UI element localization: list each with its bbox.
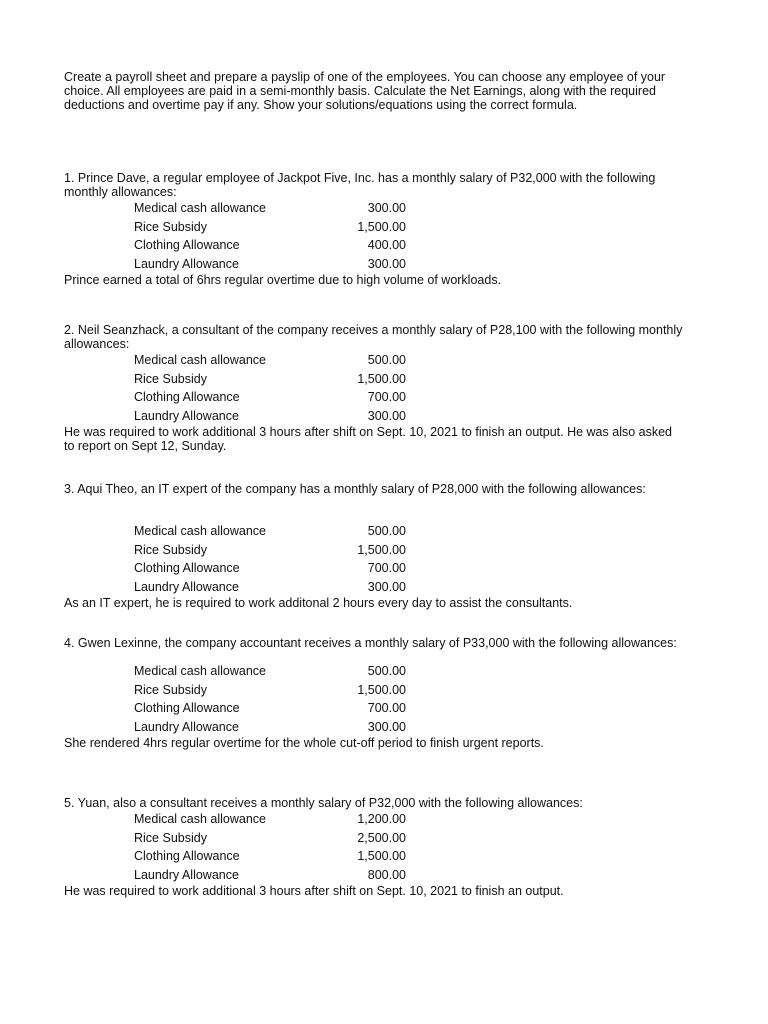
allowance-name: Laundry Allowance xyxy=(134,580,239,595)
problem-statement: 2. Neil Seanzhack, a consultant of the company receives a monthly salary of P28,100 with the following monthly allowances: xyxy=(64,323,683,351)
allowance-row xyxy=(134,370,406,389)
allowance-name: Clothing Allowance xyxy=(134,561,240,576)
allowance-table xyxy=(134,351,406,425)
allowance-name: Medical cash allowance xyxy=(134,201,267,216)
problem-4 xyxy=(64,636,684,750)
problem-3 xyxy=(64,482,684,610)
problem-1 xyxy=(64,171,684,287)
allowance-row xyxy=(134,388,406,407)
allowance-table xyxy=(134,662,406,736)
allowance-row xyxy=(134,541,406,560)
problem-2 xyxy=(64,323,684,453)
allowance-row xyxy=(134,681,406,700)
overtime-note: He was required to work additional 3 hours after shift on Sept. 10, 2021 to finish an output. xyxy=(64,884,564,899)
document-page xyxy=(64,70,684,899)
allowance-amount: 300.00 xyxy=(367,409,406,424)
allowance-name: Clothing Allowance xyxy=(134,238,240,253)
allowance-name: Rice Subsidy xyxy=(134,219,207,234)
allowance-row xyxy=(134,236,406,255)
allowance-row xyxy=(134,351,406,370)
allowance-amount: 400.00 xyxy=(367,238,406,253)
allowance-row xyxy=(134,662,406,681)
allowance-amount: 500.00 xyxy=(367,353,406,368)
allowance-row xyxy=(134,559,406,578)
problem-statement: 5. Yuan, also a consultant receives a monthly salary of P32,000 with the following allowances: xyxy=(64,796,583,810)
problem-5 xyxy=(64,796,684,898)
allowance-amount: 1,500.00 xyxy=(357,682,406,697)
allowance-row xyxy=(134,218,406,237)
allowance-amount: 500.00 xyxy=(367,524,406,539)
allowance-row xyxy=(134,810,406,829)
allowance-name: Laundry Allowance xyxy=(134,868,239,883)
allowance-name: Clothing Allowance xyxy=(134,390,240,405)
allowance-amount: 300.00 xyxy=(367,201,406,216)
allowance-name: Clothing Allowance xyxy=(134,701,240,716)
allowance-row xyxy=(134,866,406,885)
allowance-amount: 300.00 xyxy=(367,580,406,595)
allowance-name: Medical cash allowance xyxy=(134,353,267,368)
allowance-amount: 700.00 xyxy=(367,561,406,576)
allowance-amount: 700.00 xyxy=(367,701,406,716)
problem-statement: 4. Gwen Lexinne, the company accountant receives a monthly salary of P33,000 with the following allowances: xyxy=(64,636,677,650)
instructions-paragraph: Create a payroll sheet and prepare a payslip of one of the employees. You can choose any employee of your choice. All employees are paid in a semi-monthly basis. Calculate the Net Earnings, along with the required deductions and overtime pay if any. Show your solutions/equations using the correct formula. xyxy=(64,70,666,112)
allowance-row xyxy=(134,718,406,737)
allowance-name: Laundry Allowance xyxy=(134,409,239,424)
allowance-name: Rice Subsidy xyxy=(134,542,207,557)
allowance-name: Medical cash allowance xyxy=(134,524,267,539)
allowance-row xyxy=(134,847,406,866)
allowance-name: Rice Subsidy xyxy=(134,682,207,697)
allowance-name: Rice Subsidy xyxy=(134,830,207,845)
allowance-amount: 1,200.00 xyxy=(357,812,406,827)
overtime-note: He was required to work additional 3 hours after shift on Sept. 10, 2021 to finish an output. He was also asked to report on Sept 12, Sunday. xyxy=(64,425,672,454)
allowance-name: Medical cash allowance xyxy=(134,812,267,827)
problem-statement: 1. Prince Dave, a regular employee of Jackpot Five, Inc. has a monthly salary of P32,000 with the following monthly allowances: xyxy=(64,171,656,199)
allowance-row xyxy=(134,407,406,426)
allowance-name: Clothing Allowance xyxy=(134,849,240,864)
allowance-table xyxy=(134,522,406,596)
allowance-table xyxy=(134,810,406,884)
allowance-amount: 800.00 xyxy=(367,868,406,883)
allowance-name: Laundry Allowance xyxy=(134,720,239,735)
allowance-amount: 2,500.00 xyxy=(357,830,406,845)
problem-statement: 3. Aqui Theo, an IT expert of the company has a monthly salary of P28,000 with the following allowances: xyxy=(64,482,646,496)
allowance-amount: 700.00 xyxy=(367,390,406,405)
allowance-amount: 300.00 xyxy=(367,257,406,272)
overtime-note: As an IT expert, he is required to work additonal 2 hours every day to assist the consultants. xyxy=(64,596,573,611)
allowance-row xyxy=(134,829,406,848)
allowance-row xyxy=(134,199,406,218)
allowance-row xyxy=(134,522,406,541)
allowance-row xyxy=(134,578,406,597)
allowance-name: Laundry Allowance xyxy=(134,257,239,272)
allowance-amount: 1,500.00 xyxy=(357,542,406,557)
allowance-amount: 1,500.00 xyxy=(357,371,406,386)
overtime-note: She rendered 4hrs regular overtime for the whole cut-off period to finish urgent reports. xyxy=(64,736,544,751)
allowance-row xyxy=(134,255,406,274)
allowance-row xyxy=(134,699,406,718)
overtime-note: Prince earned a total of 6hrs regular overtime due to high volume of workloads. xyxy=(64,273,502,288)
allowance-amount: 500.00 xyxy=(367,664,406,679)
allowance-amount: 300.00 xyxy=(367,720,406,735)
allowance-amount: 1,500.00 xyxy=(357,219,406,234)
allowance-name: Rice Subsidy xyxy=(134,371,207,386)
allowance-name: Medical cash allowance xyxy=(134,664,267,679)
allowance-amount: 1,500.00 xyxy=(357,849,406,864)
allowance-table xyxy=(134,199,406,273)
